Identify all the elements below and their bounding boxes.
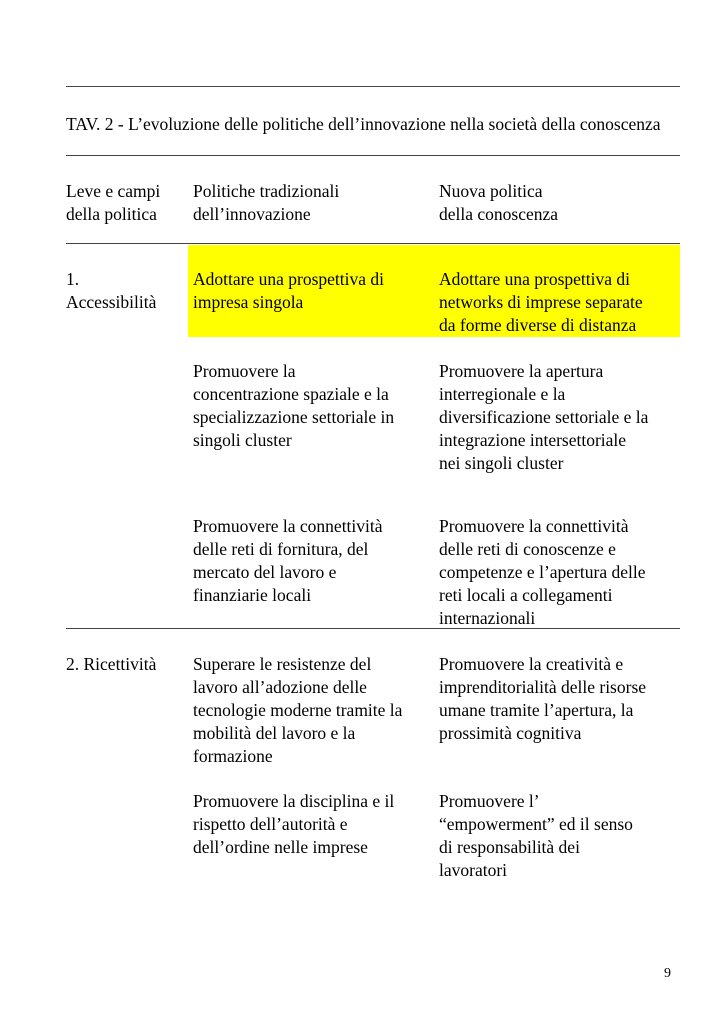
table-caption: TAV. 2 - L’evoluzione delle politiche dell’innovazione nella società della conoscenza bbox=[66, 114, 661, 134]
row1-item1-traditional: Adottare una prospettiva di impresa singola bbox=[193, 269, 384, 312]
header-col2: Politiche tradizionali dell’innovazione bbox=[193, 181, 340, 224]
header-col3: Nuova politica della conoscenza bbox=[439, 181, 559, 224]
caption-rule bbox=[66, 155, 680, 156]
row1-item1-new: Adottare una prospettiva di networks di imprese separate da forme diverse di distanza bbox=[439, 269, 643, 335]
row2-item1-traditional: Superare le resistenze del lavoro all’adozione delle tecnologie moderne tramite la mobilità del lavoro e la formazione bbox=[193, 654, 403, 766]
row-label-ricettivita: 2. Ricettività bbox=[66, 654, 157, 674]
header-rule bbox=[66, 243, 680, 244]
row-label-accessibilita: 1. Accessibilità bbox=[66, 269, 157, 312]
page-number: 9 bbox=[664, 966, 671, 981]
row1-item2-traditional: Promuovere la concentrazione spaziale e la specializzazione settoriale in singoli cluster bbox=[193, 361, 395, 450]
row1-item2-new: Promuovere la apertura interregionale e la diversificazione settoriale e la integrazione intersettoriale nei singoli cluster bbox=[439, 361, 649, 473]
row2-item2-traditional: Promuovere la disciplina e il rispetto dell’autorità e dell’ordine nelle imprese bbox=[193, 791, 395, 857]
row1-item3-new: Promuovere la connettività delle reti di conoscenze e competenze e l’apertura delle reti locali a collegamenti internazionali bbox=[439, 516, 646, 628]
header-col1: Leve e campi della politica bbox=[66, 181, 161, 224]
row2-item1-new: Promuovere la creatività e imprenditorialità delle risorse umane tramite l’apertura, la prossimità cognitiva bbox=[439, 654, 647, 743]
row2-item2-new: Promuovere l’ “empowerment” ed il senso di responsabilità dei lavoratori bbox=[439, 791, 633, 880]
row1-item3-traditional: Promuovere la connettività delle reti di fornitura, del mercato del lavoro e finanziarie locali bbox=[193, 516, 383, 605]
top-rule bbox=[66, 86, 680, 87]
